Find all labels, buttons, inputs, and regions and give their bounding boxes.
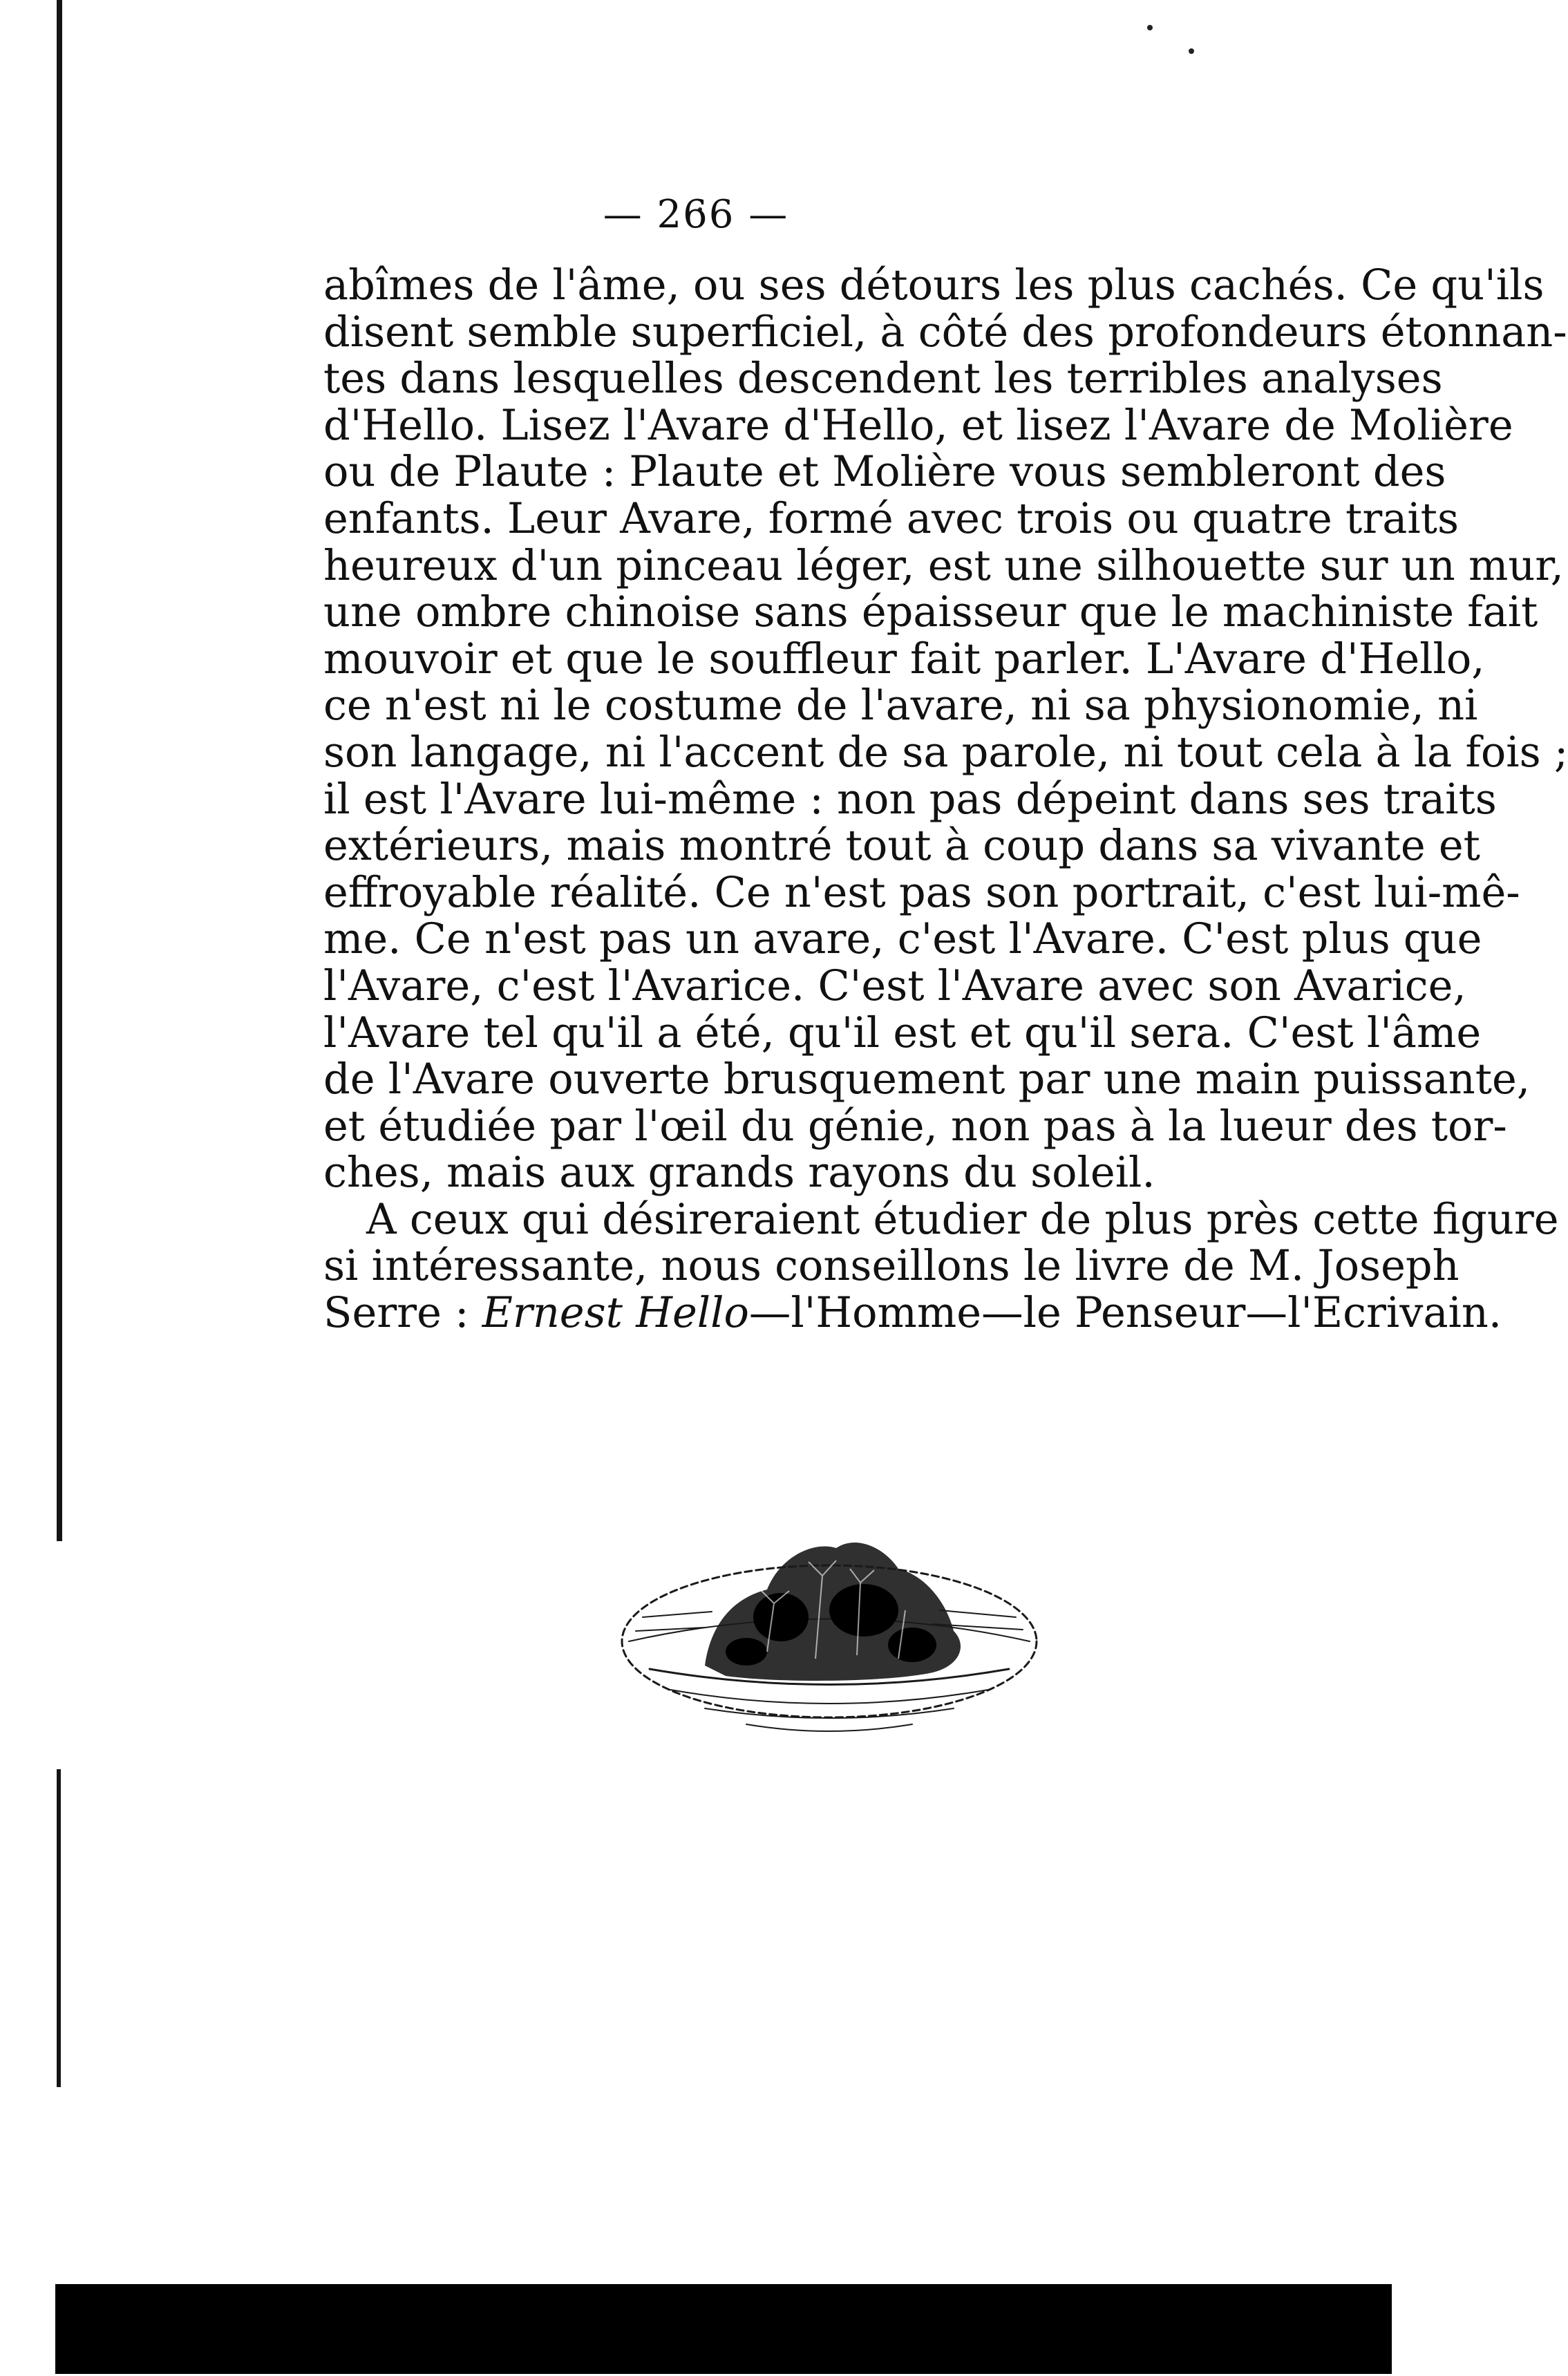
text-line: abîmes de l'âme, ou ses détours les plus cachés. Ce qu'ils (323, 261, 1545, 310)
text-line: A ceux qui désireraient étudier de plus près cette figure (366, 1195, 1559, 1244)
text-line: d'Hello. Lisez l'Avare d'Hello, et lisez l'Avare de Molière (323, 401, 1513, 450)
text-line: de l'Avare ouverte brusquement par une main puissante, (323, 1055, 1531, 1104)
text-line: enfants. Leur Avare, formé avec trois ou quatre traits (323, 494, 1460, 543)
text-line: ches, mais aux grands rayons du soleil. (323, 1149, 1155, 1198)
text-line: si intéressante, nous conseillons le livre de M. Joseph (323, 1242, 1460, 1291)
text-line: une ombre chinoise sans épaisseur que le machiniste fait (323, 588, 1538, 637)
text-line: et étudiée par l'œil du génie, non pas à la lueur des tor- (323, 1102, 1507, 1151)
text-line: ce n'est ni le costume de l'avare, ni sa physionomie, ni (323, 681, 1478, 730)
scan-bottom-edge (55, 2284, 1392, 2374)
text-line: effroyable réalité. Ce n'est pas son portrait, c'est lui-mê- (323, 868, 1520, 917)
text-line-final (323, 1289, 1502, 1338)
landscape-vignette-ornament (608, 1514, 1050, 1755)
text-segment: —l'Homme—le Penseur—l'Ecrivain. (748, 1289, 1502, 1338)
scan-speck (1147, 25, 1153, 30)
scan-speck (1189, 48, 1194, 54)
text-line: disent semble superficiel, à côté des profondeurs étonnan- (323, 308, 1567, 357)
book-title: Ernest Hello (482, 1289, 749, 1338)
body-text (323, 261, 1568, 1338)
text-line: heureux d'un pinceau léger, est une silhouette sur un mur, (323, 541, 1564, 590)
text-line: il est l'Avare lui-même : non pas dépeint dans ses traits (323, 775, 1497, 824)
text-line: extérieurs, mais montré tout à coup dans sa vivante et (323, 822, 1480, 871)
page-number: — 266 — (603, 192, 789, 237)
text-line: tes dans lesquelles descendent les terribles analyses (323, 355, 1443, 404)
text-line: ou de Plaute : Plaute et Molière vous sembleront des (323, 448, 1446, 497)
text-line: l'Avare tel qu'il a été, qu'il est et qu'il sera. C'est l'âme (323, 1008, 1482, 1057)
text-line: l'Avare, c'est l'Avarice. C'est l'Avare avec son Avarice, (323, 961, 1466, 1010)
text-line: mouvoir et que le souffleur fait parler. L'Avare d'Hello, (323, 634, 1485, 683)
text-segment: Serre : (323, 1289, 482, 1338)
scan-margin-rule-lower (57, 1769, 61, 2087)
text-line: me. Ce n'est pas un avare, c'est l'Avare. C'est plus que (323, 915, 1482, 964)
text-line: son langage, ni l'accent de sa parole, ni tout cela à la fois ; (323, 728, 1568, 777)
